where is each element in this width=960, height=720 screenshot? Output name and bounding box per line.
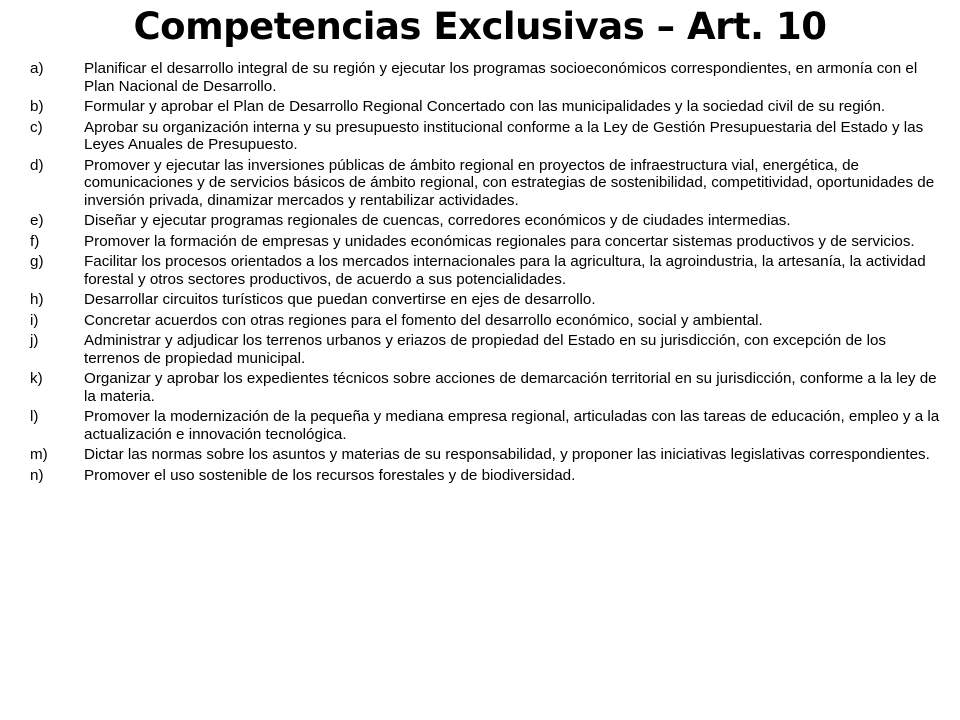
list-item-text: Promover la formación de empresas y unidades económicas regionales para concertar sistemas productivos y de servicios. xyxy=(84,232,915,250)
list-item xyxy=(30,253,940,288)
list-item xyxy=(30,212,940,230)
list-item-text: Promover el uso sostenible de los recursos forestales y de biodiversidad. xyxy=(84,466,576,484)
list-item xyxy=(30,60,940,95)
list-item-marker: c) xyxy=(30,118,43,136)
list-item-marker: j) xyxy=(30,332,39,349)
list-item xyxy=(30,312,940,330)
list-item-marker: b) xyxy=(30,98,44,115)
list-item xyxy=(30,332,940,367)
list-item xyxy=(30,291,940,309)
list-item-marker: l) xyxy=(30,408,39,425)
list-item-marker: n) xyxy=(30,466,44,484)
list-item-text: Diseñar y ejecutar programas regionales de cuencas, corredores económicos y de ciudades intermedias. xyxy=(84,212,791,229)
list-item xyxy=(30,98,940,116)
list-item-text: Concretar acuerdos con otras regiones para el fomento del desarrollo económico, social y ambiental. xyxy=(84,311,763,329)
list-item-text: Organizar y aprobar los expedientes técnicos sobre acciones de demarcación territorial en su jurisdicción, conforme a la ley de la materia. xyxy=(84,370,937,405)
list-item-text: Formular y aprobar el Plan de Desarrollo Regional Concertado con las municipalidades y la sociedad civil de su región. xyxy=(84,98,886,115)
list-item xyxy=(30,467,940,485)
list-item-text: Promover la modernización de la pequeña y mediana empresa regional, articuladas con las tareas de educación, empleo y a la actualización e innovación tecnológica. xyxy=(84,408,940,443)
slide-title: Competencias Exclusivas – Art. 10 xyxy=(133,5,827,48)
list-item-marker: m) xyxy=(30,446,48,463)
list-item-text: Dictar las normas sobre los asuntos y materias de su responsabilidad, y proponer las iniciativas legislativas correspondientes. xyxy=(84,446,930,463)
list-item-marker: k) xyxy=(30,370,43,387)
list-item-text: Planificar el desarrollo integral de su región y ejecutar los programas socioeconómicos correspondientes, en armonía con el Plan Nacional de Desarrollo. xyxy=(84,60,918,95)
list-item-marker: f) xyxy=(30,232,40,250)
list-item-marker: h) xyxy=(30,291,44,308)
list-item xyxy=(30,408,940,443)
list-item-marker: a) xyxy=(30,60,44,77)
list-item xyxy=(30,233,940,251)
list-item-text: Facilitar los procesos orientados a los mercados internacionales para la agricultura, la agroindustria, la artesanía, la actividad forestal y otros sectores productivos, de acuerdo a sus potencialidades. xyxy=(84,253,926,288)
list-item-marker: i) xyxy=(30,311,39,329)
list-item-text: Desarrollar circuitos turísticos que puedan convertirse en ejes de desarrollo. xyxy=(84,291,596,308)
list-item-marker: e) xyxy=(30,212,44,229)
list-item xyxy=(30,119,940,154)
list-item-marker: d) xyxy=(30,156,44,174)
list-item-text: Aprobar su organización interna y su presupuesto institucional conforme a la Ley de Gestión Presupuestaria del Estado y las Leyes Anuales de Presupuesto. xyxy=(84,118,924,153)
list-item xyxy=(30,370,940,405)
list-item-text: Administrar y adjudicar los terrenos urbanos y eriazos de propiedad del Estado en su jurisdicción, con excepción de los terrenos de propiedad municipal. xyxy=(84,332,887,367)
list-item-marker: g) xyxy=(30,253,44,270)
competencias-list xyxy=(30,60,940,487)
list-item-text: Promover y ejecutar las inversiones públicas de ámbito regional en proyectos de infraestructura vial, energética, de comunicaciones y de servicios básicos de ámbito regional, con estrategias de sostenibilidad, competitividad, oportunidades de inversión privada, dinamizar mercados y rentabilizar actividades. xyxy=(84,156,935,209)
list-item xyxy=(30,446,940,464)
list-item xyxy=(30,157,940,210)
